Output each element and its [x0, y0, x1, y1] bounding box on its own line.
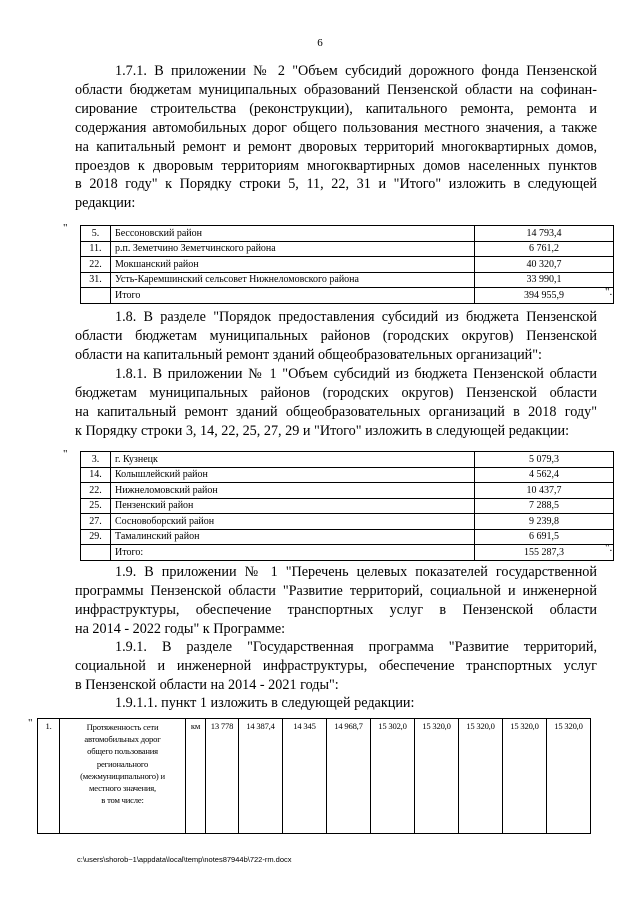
- row-number: [81, 545, 111, 561]
- paragraph-line: на 2014 - 2022 годы" к Программе:: [75, 620, 286, 637]
- file-path-footer: c:\users\shorob~1\appdata\local\temp\notes87944b\722-rm.docx: [77, 855, 292, 864]
- indicator-name-line: автомобильных дорог: [84, 734, 161, 745]
- row-value: 6 691,5: [475, 529, 614, 545]
- row-number: 3.: [81, 452, 111, 468]
- row-value: 40 320,7: [475, 257, 614, 273]
- row-value: 5 079,3: [475, 452, 614, 468]
- table3-target-indicators: [37, 718, 591, 834]
- paragraph-line: области бюджетам муниципальных образований Пензенской области на софинан-: [75, 81, 597, 98]
- paragraph-line: 1.9. В приложении № 1 "Перечень целевых показателей государственной: [115, 564, 597, 580]
- row-name: Итого: [111, 288, 475, 304]
- paragraph-line: области бюджетам муниципальных районов (городских округов) Пензенской: [75, 327, 597, 344]
- indicator-value: 14 968,7: [327, 719, 371, 834]
- row-value: 33 990,1: [475, 272, 614, 288]
- paragraph-line: сирование строительства (реконструкции), капитального ремонта, ремонта и: [75, 100, 597, 117]
- table-row: [81, 272, 614, 288]
- paragraph-1-9-1: [75, 638, 597, 695]
- paragraph-line: содержания автомобильных дорог общего пользования местного значения, а также: [75, 119, 597, 136]
- row-name: Усть-Каремшинский сельсовет Нижнеломовского района: [111, 272, 475, 288]
- paragraph-line: бюджетам муниципальных районов (городских округов) Пензенской области: [75, 384, 597, 401]
- paragraph-line: в Пензенской области на 2014 - 2021 годы":: [75, 676, 339, 693]
- row-name: Тамалинский район: [111, 529, 475, 545]
- row-name: Бессоновский район: [111, 226, 475, 242]
- table-row: [81, 226, 614, 242]
- row-number: 22.: [81, 483, 111, 499]
- indicator-name-line: общего пользования: [87, 746, 158, 757]
- row-name: Мокшанский район: [111, 257, 475, 273]
- page-number: 6: [317, 37, 323, 49]
- row-value: 9 239,8: [475, 514, 614, 530]
- indicator-value: 14 387,4: [239, 719, 283, 834]
- row-number: 27.: [81, 514, 111, 530]
- row-name: Сосновоборский район: [111, 514, 475, 530]
- table-row: [81, 498, 614, 514]
- paragraph-1-7-1: [75, 62, 597, 213]
- indicator-name-line: Протяженность сети: [86, 722, 159, 732]
- row-name: Нижнеломовский район: [111, 483, 475, 499]
- indicator-unit: км: [186, 719, 206, 834]
- table2-open-quote: ": [63, 448, 68, 460]
- row-value: 394 955,9: [475, 288, 614, 304]
- paragraph-line: на капитальный ремонт зданий общеобразовательных организаций в 2018 году": [75, 403, 597, 420]
- indicator-value: 15 320,0: [547, 719, 591, 834]
- row-value: 7 288,5: [475, 498, 614, 514]
- row-value: 14 793,4: [475, 226, 614, 242]
- table1-open-quote: ": [63, 222, 68, 234]
- row-value: 10 437,7: [475, 483, 614, 499]
- row-name: р.п. Земетчино Земетчинского района: [111, 241, 475, 257]
- paragraph-line: области на капитальный ремонт зданий общеобразовательных организаций":: [75, 346, 542, 363]
- paragraph-line: к Порядку строки 3, 14, 22, 25, 27, 29 и "Итого" изложить в следующей редакции:: [75, 422, 570, 439]
- row-number: 22.: [81, 257, 111, 273]
- table-row: [81, 241, 614, 257]
- table-row: [81, 452, 614, 468]
- row-value: 155 287,3: [475, 545, 614, 561]
- indicator-value: 14 345: [283, 719, 327, 834]
- indicator-name-line: в том числе:: [101, 795, 144, 806]
- indicator-value: 15 320,0: [503, 719, 547, 834]
- paragraph-line: 1.8.1. В приложении № 1 "Объем субсидий из бюджета Пензенской области: [115, 366, 597, 382]
- indicator-value: 13 778: [206, 719, 239, 834]
- table-row: [81, 529, 614, 545]
- indicator-value: 15 320,0: [459, 719, 503, 834]
- indicator-name-line: регионального: [96, 758, 149, 769]
- row-name: г. Кузнецк: [111, 452, 475, 468]
- paragraph-line: 1.9.1. В разделе "Государственная программа "Развитие территорий,: [115, 639, 597, 655]
- row-number: 25.: [81, 498, 111, 514]
- indicator-name-line: (межмуниципального) и: [80, 770, 165, 781]
- table-row: [81, 483, 614, 499]
- paragraph-line: программы Пензенской области "Развитие территорий, социальной и инженерной: [75, 582, 597, 599]
- row-number: [81, 288, 111, 304]
- row-number: 14.: [81, 467, 111, 483]
- paragraph-line: проездов к дворовым территориям многоквартирных домов населенных пунктов: [75, 157, 597, 174]
- indicator-number: 1.: [38, 719, 60, 834]
- paragraph-line: 1.8. В разделе "Порядок предоставления субсидий из бюджета Пензенской: [115, 309, 597, 325]
- paragraph-line: инфраструктуры, обеспечение транспортных услуг в Пензенской области: [75, 601, 597, 618]
- row-name: Пензенский район: [111, 498, 475, 514]
- row-value: 4 562,4: [475, 467, 614, 483]
- table1-close-quote: ".: [605, 286, 613, 298]
- paragraph-1-9-1-1: 1.9.1.1. пункт 1 изложить в следующей редакции:: [115, 695, 415, 711]
- table-row: [38, 719, 591, 834]
- row-name: Колышлейский район: [111, 467, 475, 483]
- paragraph-1-9: [75, 563, 597, 639]
- row-number: 31.: [81, 272, 111, 288]
- paragraph-1-8-1: [75, 365, 597, 441]
- row-number: 29.: [81, 529, 111, 545]
- paragraph-line: 1.7.1. В приложении № 2 "Объем субсидий дорожного фонда Пензенской: [115, 63, 597, 79]
- row-number: 5.: [81, 226, 111, 242]
- indicator-value: 15 302,0: [371, 719, 415, 834]
- table-row: [81, 288, 614, 304]
- indicator-name-line: местного значения,: [89, 783, 156, 794]
- indicator-name: [60, 719, 186, 834]
- table-row: [81, 257, 614, 273]
- row-name: Итого:: [111, 545, 475, 561]
- indicator-value: 15 320,0: [415, 719, 459, 834]
- table-row: [81, 545, 614, 561]
- table1-subsidies-road-fund: [80, 225, 614, 304]
- paragraph-line: социальной и инженерной инфраструктуры, обеспечение транспортных услуг: [75, 657, 597, 674]
- table2-close-quote: ".: [605, 542, 613, 554]
- table-row: [81, 467, 614, 483]
- paragraph-1-8: [75, 308, 597, 365]
- table-row: [81, 514, 614, 530]
- paragraph-line: в 2018 году" к Порядку строки 5, 11, 22, 31 и "Итого" изложить в следующей: [75, 176, 597, 193]
- paragraph-line: редакции:: [75, 195, 136, 212]
- paragraph-line: на капитальный ремонт и ремонт дворовых территорий многоквартирных домов,: [75, 138, 597, 155]
- row-number: 11.: [81, 241, 111, 257]
- row-value: 6 761,2: [475, 241, 614, 257]
- table3-open-quote: ": [28, 717, 33, 729]
- table2-subsidies-school-repair: [80, 451, 614, 561]
